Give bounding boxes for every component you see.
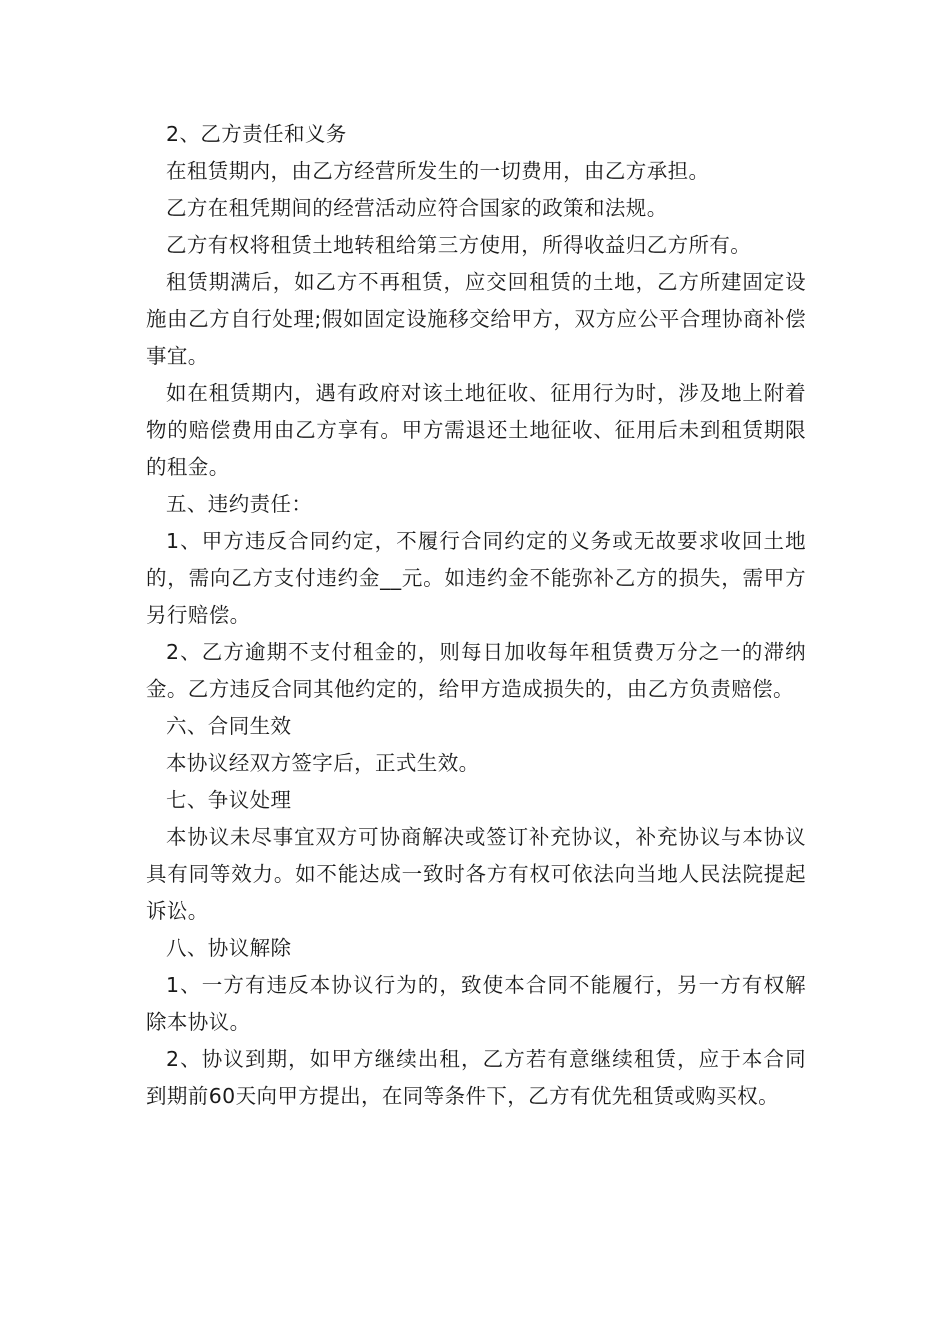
document-body bbox=[146, 116, 806, 1115]
section-heading-effectiveness: 六、合同生效 bbox=[166, 714, 292, 738]
paragraph-termination-renewal: 2、协议到期，如甲方继续出租，乙方若有意继续租赁，应于本合同到期前60天向甲方提出，在同等条件下，乙方有优先租赁或购买权。 bbox=[146, 1047, 806, 1108]
paragraph-expropriation: 如在租赁期内，遇有政府对该土地征收、征用行为时，涉及地上附着物的赔偿费用由乙方享有。甲方需退还土地征收、征用后未到租赁期限的租金。 bbox=[146, 381, 806, 479]
paragraph-disputes: 本协议未尽事宜双方可协商解决或签订补充协议，补充协议与本协议具有同等效力。如不能达成一致时各方有权可依法向当地人民法院提起诉讼。 bbox=[146, 825, 806, 923]
section-heading-party-b-duties: 2、乙方责任和义务 bbox=[166, 122, 347, 146]
paragraph-lease-expiry: 租赁期满后，如乙方不再租赁，应交回租赁的土地，乙方所建固定设施由乙方自行处理;假如固定设施移交给甲方，双方应公平合理协商补偿事宜。 bbox=[146, 270, 806, 368]
paragraph-compliance: 乙方在租凭期间的经营活动应符合国家的政策和法规。 bbox=[166, 196, 668, 220]
paragraph-breach-party-a: 1、甲方违反合同约定，不履行合同约定的义务或无故要求收回土地的，需向乙方支付违约金__元。如违约金不能弥补乙方的损失，需甲方另行赔偿。 bbox=[146, 529, 806, 627]
paragraph-expenses: 在租赁期内，由乙方经营所发生的一切费用，由乙方承担。 bbox=[166, 159, 710, 183]
paragraph-effectiveness: 本协议经双方签字后，正式生效。 bbox=[166, 751, 480, 775]
paragraph-termination-breach: 1、一方有违反本协议行为的，致使本合同不能履行，另一方有权解除本协议。 bbox=[146, 973, 806, 1034]
paragraph-breach-party-b: 2、乙方逾期不支付租金的，则每日加收每年租赁费万分之一的滞纳金。乙方违反合同其他约定的，给甲方造成损失的，由乙方负责赔偿。 bbox=[146, 640, 806, 701]
paragraph-sublease: 乙方有权将租赁土地转租给第三方使用，所得收益归乙方所有。 bbox=[166, 233, 752, 257]
section-heading-disputes: 七、争议处理 bbox=[166, 788, 292, 812]
section-heading-breach: 五、违约责任： bbox=[166, 492, 313, 516]
section-heading-termination: 八、协议解除 bbox=[166, 936, 292, 960]
